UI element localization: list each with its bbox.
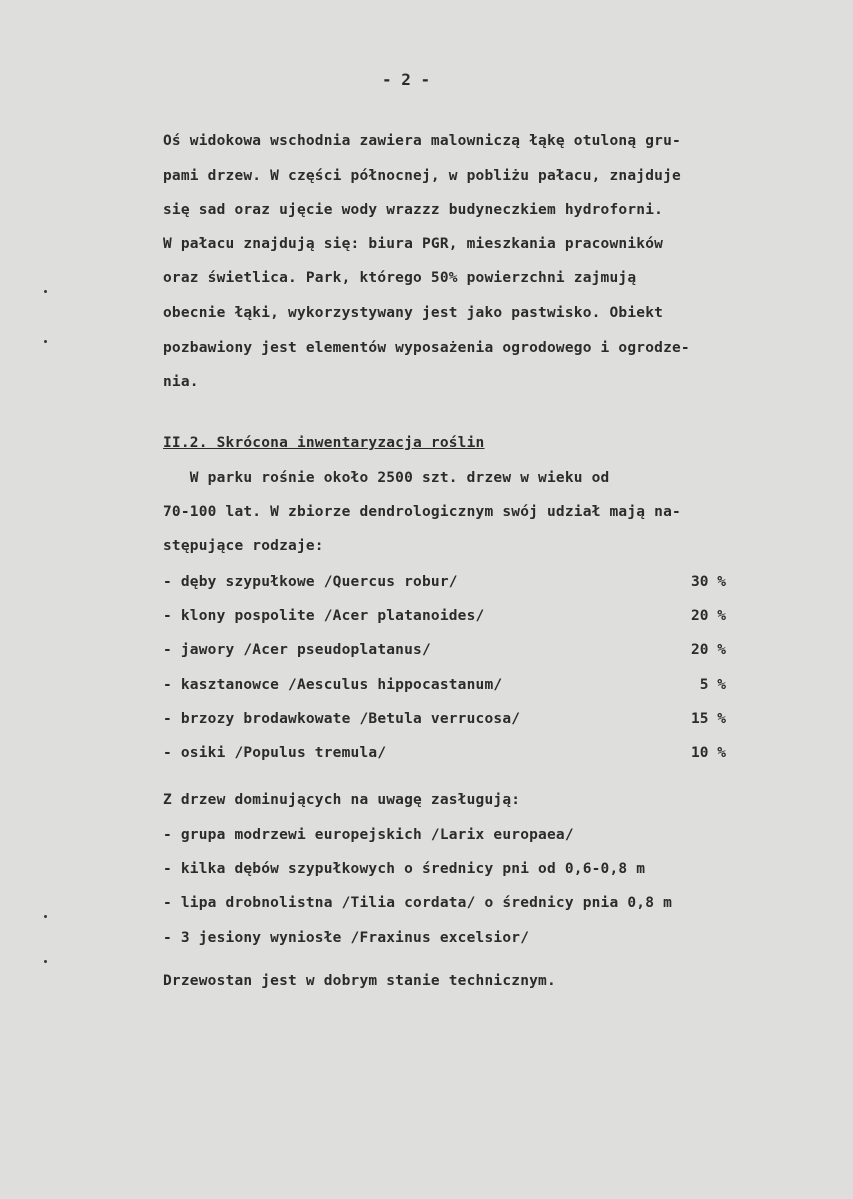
paragraph-line: obecnie łąki, wykorzystywany jest jako pastwisko. Obiekt <box>163 305 664 321</box>
margin-mark <box>44 960 47 963</box>
paragraph-line: Oś widokowa wschodnia zawiera malowniczą łąkę otuloną gru- <box>163 133 681 149</box>
paragraph-line: pozbawiony jest elementów wyposażenia ogrodowego i ogrodze- <box>163 340 690 356</box>
species-percent: 20 % <box>691 642 726 658</box>
species-item: - jawory /Acer pseudoplatanus/ <box>163 642 431 658</box>
margin-mark <box>44 290 47 293</box>
dominant-intro: Z drzew dominujących na uwagę zasługują: <box>163 792 521 808</box>
dominant-item: - grupa modrzewi europejskich /Larix europaea/ <box>163 827 574 843</box>
paragraph-line: oraz świetlica. Park, którego 50% powierzchni zajmują <box>163 270 637 286</box>
page-number: - 2 - <box>382 70 431 89</box>
species-item: - dęby szypułkowe /Quercus robur/ <box>163 574 458 590</box>
paragraph-line: się sad oraz ujęcie wody wrazzz budyneczkiem hydroforni. <box>163 202 664 218</box>
species-item: - kasztanowce /Aesculus hippocastanum/ <box>163 677 503 693</box>
paragraph-line: W parku rośnie około 2500 szt. drzew w wieku od <box>163 470 610 486</box>
margin-mark <box>44 340 47 343</box>
paragraph-line: nia. <box>163 374 199 390</box>
closing-sentence: Drzewostan jest w dobrym stanie technicznym. <box>163 973 556 989</box>
margin-mark <box>44 915 47 918</box>
species-percent: 5 % <box>691 677 726 693</box>
paragraph-line: stępujące rodzaje: <box>163 538 324 554</box>
paragraph-line: 70-100 lat. W zbiorze dendrologicznym swój udział mają na- <box>163 504 681 520</box>
species-item: - klony pospolite /Acer platanoides/ <box>163 608 485 624</box>
paragraph-line: pami drzew. W części północnej, w pobliżu pałacu, znajduje <box>163 168 681 184</box>
species-percent: 30 % <box>691 574 726 590</box>
species-item: - brzozy brodawkowate /Betula verrucosa/ <box>163 711 521 727</box>
paragraph-line: W pałacu znajdują się: biura PGR, mieszkania pracowników <box>163 236 664 252</box>
species-percent: 10 % <box>691 745 726 761</box>
species-item: - osiki /Populus tremula/ <box>163 745 387 761</box>
species-percent: 15 % <box>691 711 726 727</box>
dominant-item: - lipa drobnolistna /Tilia cordata/ o średnicy pnia 0,8 m <box>163 895 672 911</box>
dominant-item: - 3 jesiony wyniosłe /Fraxinus excelsior/ <box>163 930 530 946</box>
species-percent: 20 % <box>691 608 726 624</box>
section-heading: II.2. Skrócona inwentaryzacja roślin <box>163 435 485 451</box>
dominant-item: - kilka dębów szypułkowych o średnicy pni od 0,6-0,8 m <box>163 861 646 877</box>
